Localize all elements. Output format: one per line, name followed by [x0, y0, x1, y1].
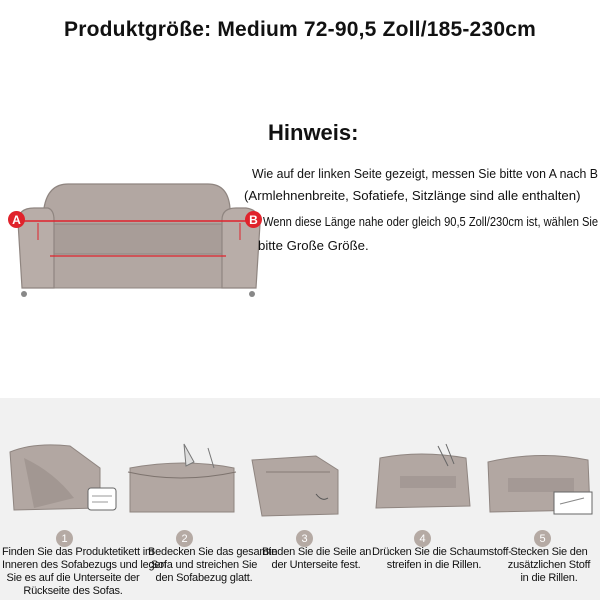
step-text-3: [262, 546, 370, 572]
step-text-2: [148, 546, 278, 585]
step-text-4: [372, 546, 512, 572]
step-2-line-2: Sofa und streichen Sie: [150, 559, 258, 571]
step-3-line-2: der Unterseite fest.: [271, 559, 361, 571]
steps-panel: [0, 398, 600, 600]
hint-line-3: Wenn diese Länge nahe oder gleich 90,5 Zoll/230cm ist, wählen Sie: [263, 214, 599, 229]
step-1-line-4: Rückseite des Sofas.: [23, 585, 123, 597]
step-1-illustration: [4, 438, 122, 524]
hint-line-1: Wie auf der linken Seite gezeigt, messen Sie bitte von A nach B: [252, 166, 598, 181]
marker-a: A: [8, 211, 25, 228]
step-2-illustration: [124, 438, 242, 524]
step-number-3: 3: [296, 530, 313, 547]
step-3-illustration: [246, 442, 346, 528]
step-5-illustration: [484, 440, 596, 526]
step-4-line-1: Drücken Sie die Schaumstoff-: [372, 546, 512, 558]
step-5-line-1: Stecken Sie den: [510, 546, 588, 558]
step-5-line-2: zusätzlichen Stoff: [507, 559, 591, 571]
step-1-line-3: Sie es auf die Unterseite der: [6, 572, 140, 584]
product-size-title: Produktgröße: Medium 72-90,5 Zoll/185-230cm: [64, 18, 536, 41]
step-2-line-3: den Sofabezug glatt.: [155, 572, 253, 584]
hint-line-4: bitte Große Größe.: [258, 238, 369, 253]
step-2-line-1: Bedecken Sie das gesamte: [148, 546, 278, 558]
step-4-illustration: [370, 436, 478, 522]
step-text-1: [2, 546, 167, 598]
step-1-line-2: Inneren des Sofabezugs und legen: [2, 559, 167, 571]
step-5-line-3: in die Rillen.: [520, 572, 578, 584]
step-number-1: 1: [56, 530, 73, 547]
step-4-line-2: streifen in die Rillen.: [386, 559, 482, 571]
step-number-4: 4: [414, 530, 431, 547]
step-3-line-1: Binden Sie die Seile an: [262, 546, 372, 558]
sofa-measure-illustration: [8, 168, 268, 308]
hint-heading: Hinweis:: [268, 120, 359, 145]
step-number-2: 2: [176, 530, 193, 547]
step-1-line-1: Finden Sie das Produktetikett im: [2, 546, 154, 558]
hint-line-2: (Armlehnenbreite, Sofatiefe, Sitzlänge sind alle enthalten): [244, 188, 581, 203]
marker-b: B: [245, 211, 262, 228]
step-number-5: 5: [534, 530, 551, 547]
step-text-5: [500, 546, 598, 585]
